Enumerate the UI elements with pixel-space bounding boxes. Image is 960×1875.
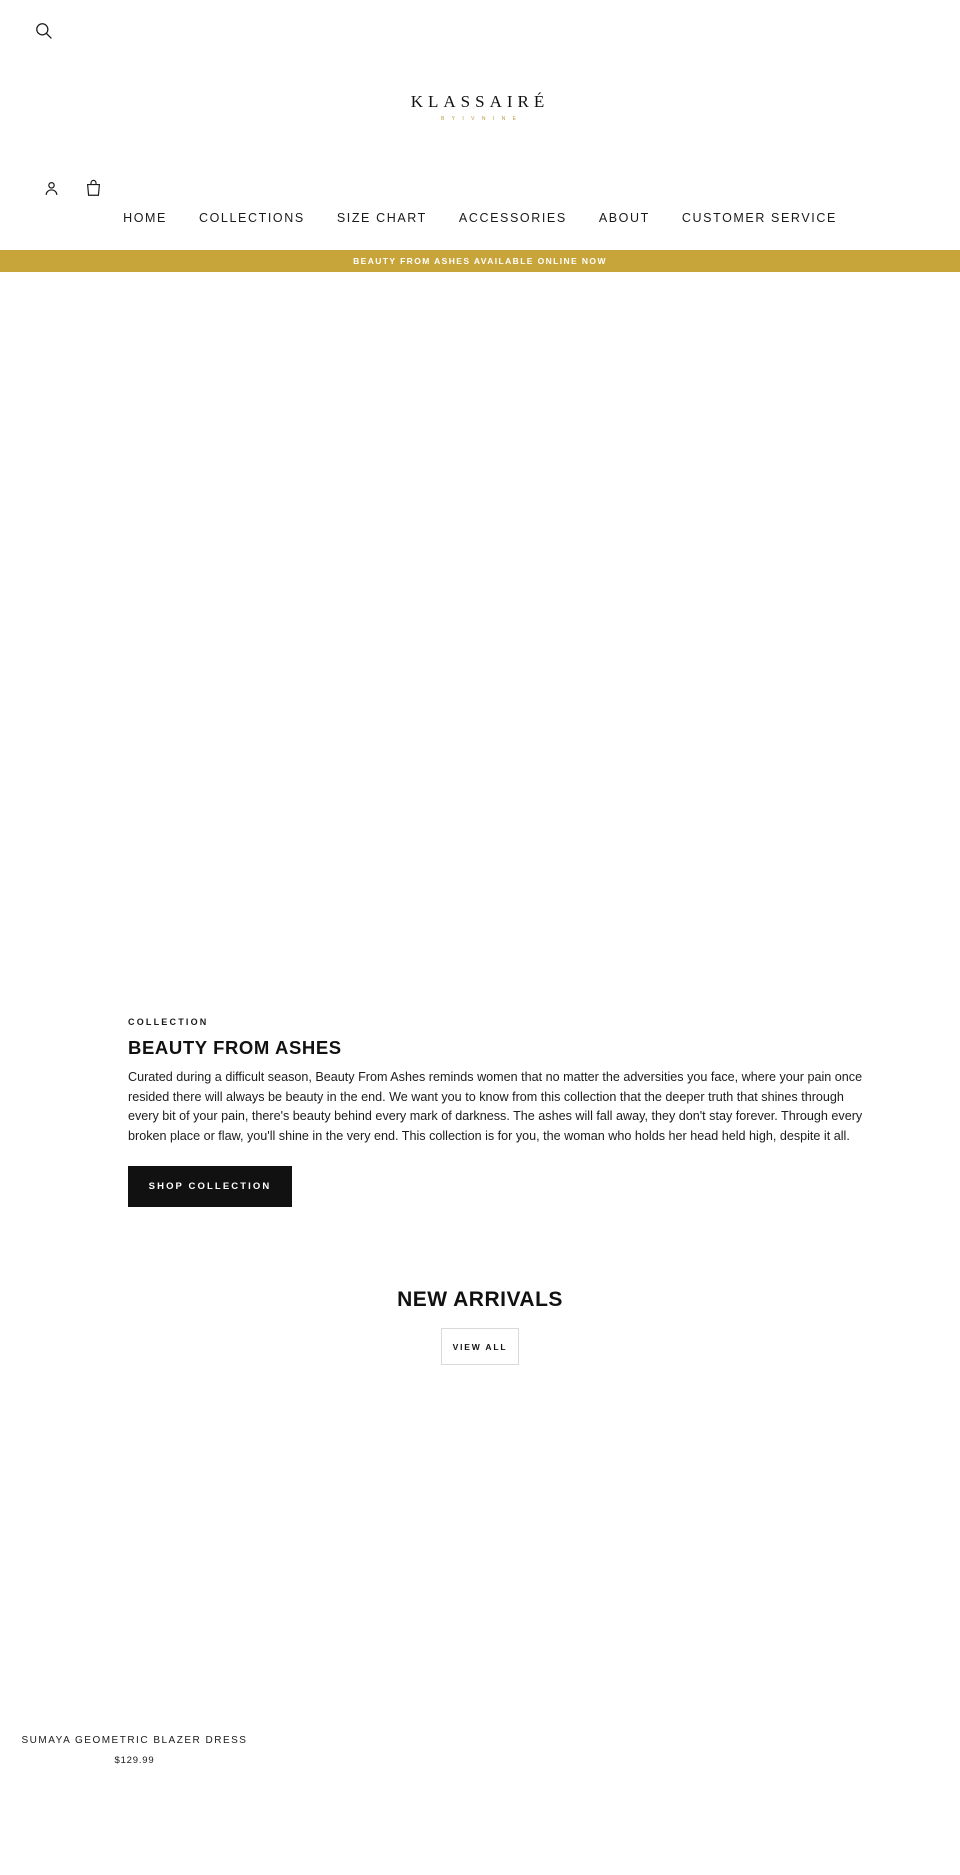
main-navigation (0, 205, 960, 231)
nav-size-chart[interactable]: SIZE CHART (336, 211, 427, 225)
view-all-wrapper (0, 1328, 960, 1365)
site-header (0, 0, 960, 250)
view-all-button[interactable]: VIEW ALL (441, 1328, 519, 1365)
shop-collection-button[interactable]: SHOP COLLECTION (128, 1166, 292, 1207)
new-arrivals-title: NEW ARRIVALS (397, 1288, 563, 1311)
product-card[interactable] (0, 1392, 269, 1766)
product-title[interactable]: SUMAYA GEOMETRIC BLAZER DRESS (21, 1735, 248, 1746)
hero-description: Curated during a difficult season, Beauty From Ashes reminds women that no matter the adversities you face, where your pain once resided there will always be beauty in the end. We want you to know from this collection that the deeper truth that shines through every bit of your pain, there's beauty behind every mark of darkness. The ashes will fall away, they don't stay forever. Through every broken place or flaw, you'll shine in the very end. This collection is for you, the woman who holds her head held high, despite it all. (128, 1070, 863, 1143)
nav-about[interactable]: ABOUT (598, 211, 650, 225)
announcement-bar[interactable] (0, 250, 960, 272)
product-grid (0, 1392, 960, 1766)
nav-collections[interactable]: COLLECTIONS (198, 211, 305, 225)
new-arrivals-section (0, 1288, 960, 1365)
hero-section (0, 272, 960, 1272)
logo-wordmark: KLASSAIRÉ (410, 92, 550, 111)
hero-copy-block (128, 1017, 888, 1207)
site-logo[interactable] (0, 92, 960, 122)
nav-accessories[interactable]: ACCESSORIES (458, 211, 567, 225)
product-price: $129.99 (114, 1755, 155, 1766)
hero-title: BEAUTY FROM ASHES (128, 1037, 342, 1058)
logo-tagline: B Y I V N I N E (441, 116, 519, 122)
user-account-icon[interactable] (38, 175, 64, 201)
nav-home[interactable]: HOME (123, 211, 167, 225)
announcement-text: BEAUTY FROM ASHES AVAILABLE ONLINE NOW (353, 256, 607, 266)
nav-customer-service[interactable]: CUSTOMER SERVICE (681, 211, 837, 225)
search-icon[interactable] (27, 14, 59, 46)
product-image[interactable] (0, 1392, 269, 1722)
hero-eyebrow: COLLECTION (128, 1017, 209, 1027)
shopping-bag-icon[interactable] (80, 175, 106, 201)
